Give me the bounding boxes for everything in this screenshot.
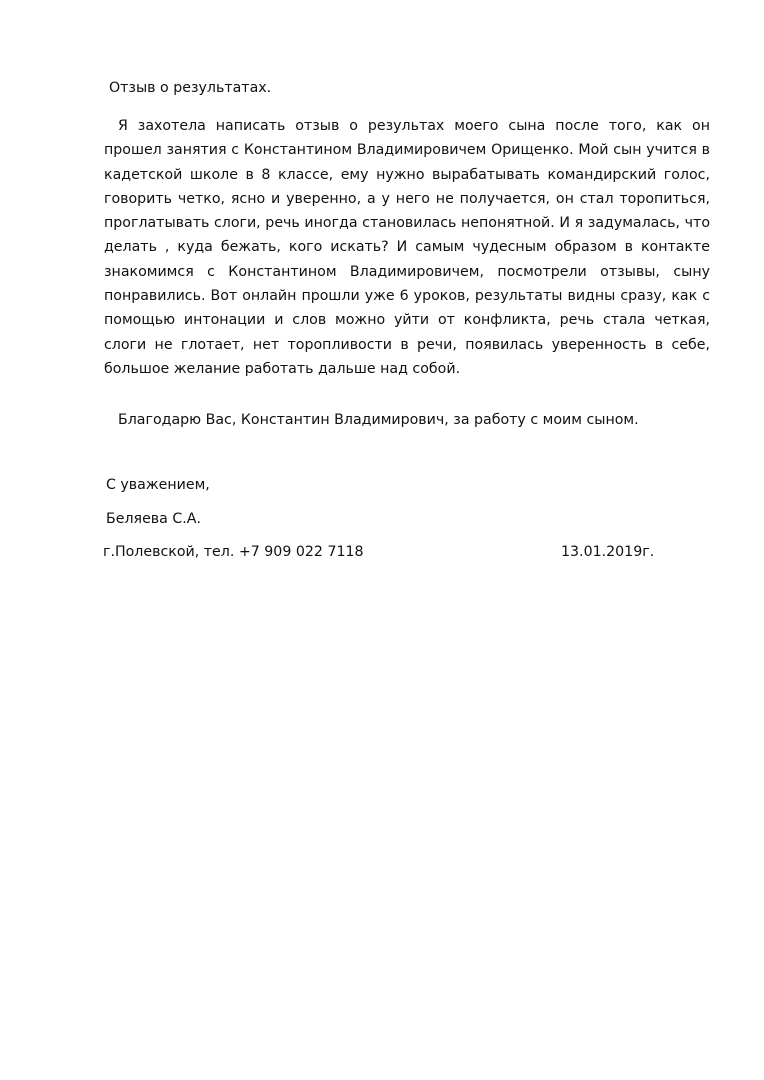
- letter-signature-name: Беляева С.А.: [106, 511, 201, 527]
- letter-closing: С уважением,: [106, 477, 210, 493]
- letter-title: Отзыв о результатах.: [109, 80, 272, 96]
- letter-contact-info: г.Полевской, тел. +7 909 022 7118: [103, 544, 364, 560]
- letter-date: 13.01.2019г.: [561, 544, 655, 560]
- letter-thanks-line: Благодарю Вас, Константин Владимирович, за работу с моим сыном.: [118, 412, 639, 428]
- letter-body-paragraph: Я захотела написать отзыв о результах моего сына после того, как он прошел занятия с Константином Владимировичем Орищенко. Мой сын учится в кадетской школе в 8 классе, ему нужно вырабатывать командирский голос, говорить четко, ясно и уверенно, а у него не получается, он стал торопиться, проглатывать слоги, речь иногда становилась непонятной. И я задумалась, что делать , куда бежать, кого искать? И самым чудесным образом в контакте знакомимся с Константином Владимировичем, посмотрели отзывы, сыну понравились. Вот онлайн прошли уже 6 уроков, результаты видны сразу, как с помощью интонации и слов можно уйти от конфликта, речь стала четкая, слоги не глотает, нет торопливости в речи, появилась уверенность в себе, большое желание работать дальше над собой.: [104, 118, 710, 377]
